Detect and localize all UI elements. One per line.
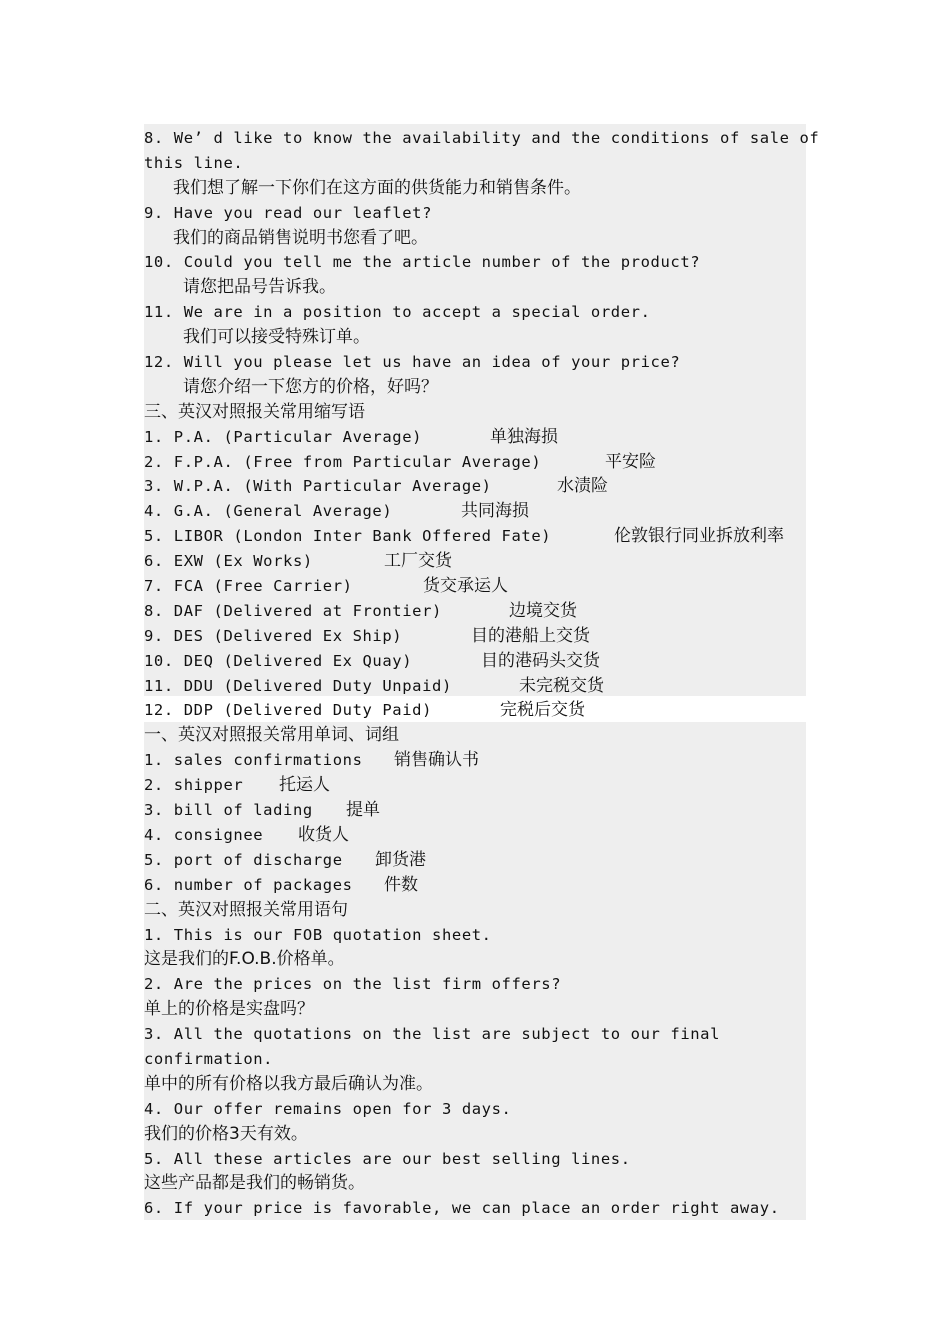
sentence-11-en: 11. We are in a position to accept a special order. [144,303,651,322]
section-2-heading: 二、英汉对照报关常用语句 [144,899,348,920]
abbrev-en: 12. DDP (Delivered Duty Paid) [144,701,433,720]
abbrev-row [144,474,808,499]
abbrev-zh: 工厂交货 [384,551,452,572]
sentence-12-en: 12. Will you please let us have an idea of your price? [144,353,681,372]
word-zh: 收货人 [298,824,349,845]
section-3-heading: 三、英汉对照报关常用缩写语 [144,401,365,422]
abbrev-en: 2. F.P.A. (Free from Particular Average) [144,452,542,471]
word-zh: 托运人 [279,775,330,796]
abbrev-row [144,599,808,624]
abbrev-en: 1. P.A. (Particular Average) [144,427,423,446]
abbrev-zh: 未完税交货 [519,675,604,696]
word-zh: 提单 [346,800,380,821]
phrase-1-zh: 这是我们的F.O.B.价格单。 [144,949,345,970]
phrase-2-zh: 单上的价格是实盘吗？ [144,999,314,1020]
sentence-8-en: 8. We’ d like to know the availability and the conditions of sale of [144,129,820,147]
abbrev-zh: 货交承运人 [423,576,508,597]
sentence-9-en: 9. Have you read our leaflet? [144,203,433,222]
abbrev-en: 8. DAF (Delivered at Frontier) [144,601,442,620]
section-1-heading: 一、英汉对照报关常用单词、词组 [144,725,399,746]
phrase-5-en: 5. All these articles are our best selling lines. [144,1149,631,1168]
word-en: 3. bill of lading [144,801,313,820]
word-row [144,748,808,773]
abbrev-en: 9. DES (Delivered Ex Ship) [144,626,403,645]
word-zh: 件数 [384,874,418,895]
sentence-8-en-cont: this line. [144,153,244,172]
document-body [144,126,820,1221]
word-row [144,773,808,798]
abbrev-en: 3. W.P.A. (With Particular Average) [144,477,492,496]
sentence-11-zh: 我们可以接受特殊订单。 [183,327,370,348]
word-zh: 销售确认书 [394,750,479,771]
abbrev-zh: 共同海损 [461,501,529,522]
phrase-4-zh: 我们的价格3天有效。 [144,1123,308,1144]
abbrev-row [144,499,808,524]
abbrev-en: 7. FCA (Free Carrier) [144,577,353,596]
phrase-4-en: 4. Our offer remains open for 3 days. [144,1099,512,1118]
word-row [144,798,808,823]
abbrev-en: 6. EXW (Ex Works) [144,552,313,571]
abbrev-row [144,624,808,649]
abbrev-row [144,549,808,574]
abbrev-row [144,649,808,674]
abbrev-zh: 边境交货 [509,600,577,621]
abbrev-zh: 平安险 [605,451,656,472]
abbrev-row [144,425,808,450]
word-en: 2. shipper [144,776,244,795]
abbrev-en: 11. DDU (Delivered Duty Unpaid) [144,676,452,695]
phrase-2-en: 2. Are the prices on the list firm offers? [144,975,562,994]
sentence-9-zh: 我们的商品销售说明书您看了吧。 [173,227,428,248]
abbrev-en: 5. LIBOR (London Inter Bank Offered Fate) [144,527,552,546]
abbrev-row [144,524,808,549]
word-en: 5. port of discharge [144,850,343,869]
phrase-6-en: 6. If your price is favorable, we can place an order right away. [144,1199,780,1218]
sentence-10-zh: 请您把品号告诉我。 [183,277,336,298]
word-row [144,823,808,848]
phrase-3-en-cont: confirmation. [144,1049,274,1068]
sentence-12-zh: 请您介绍一下您方的价格，好吗？ [183,376,438,397]
word-en: 6. number of packages [144,875,353,894]
abbrev-zh: 目的港船上交货 [471,625,590,646]
phrase-5-zh: 这些产品都是我们的畅销货。 [144,1173,365,1194]
abbrev-row [144,574,808,599]
abbrev-zh: 伦敦银行同业拆放利率 [614,526,784,547]
abbrev-row [144,698,808,723]
abbrev-row [144,674,808,699]
abbrev-row [144,450,808,475]
abbrev-en: 10. DEQ (Delivered Ex Quay) [144,651,413,670]
word-en: 4. consignee [144,825,264,844]
phrase-3-zh: 单中的所有价格以我方最后确认为准。 [144,1073,433,1094]
word-row [144,848,808,873]
abbrev-zh: 目的港码头交货 [481,650,600,671]
abbrev-en: 4. G.A. (General Average) [144,502,393,521]
word-zh: 卸货港 [375,849,426,870]
word-en: 1. sales confirmations [144,751,363,770]
abbrev-zh: 单独海损 [490,426,558,447]
word-row [144,873,808,898]
abbrev-zh: 完税后交货 [500,700,585,721]
phrase-1-en: 1. This is our FOB quotation sheet. [144,925,492,944]
sentence-8-zh: 我们想了解一下你们在这方面的供货能力和销售条件。 [173,177,581,198]
abbrev-zh: 水渍险 [557,476,608,497]
sentence-10-en: 10. Could you tell me the article number of the product? [144,253,701,272]
phrase-3-en: 3. All the quotations on the list are subject to our final [144,1025,721,1044]
